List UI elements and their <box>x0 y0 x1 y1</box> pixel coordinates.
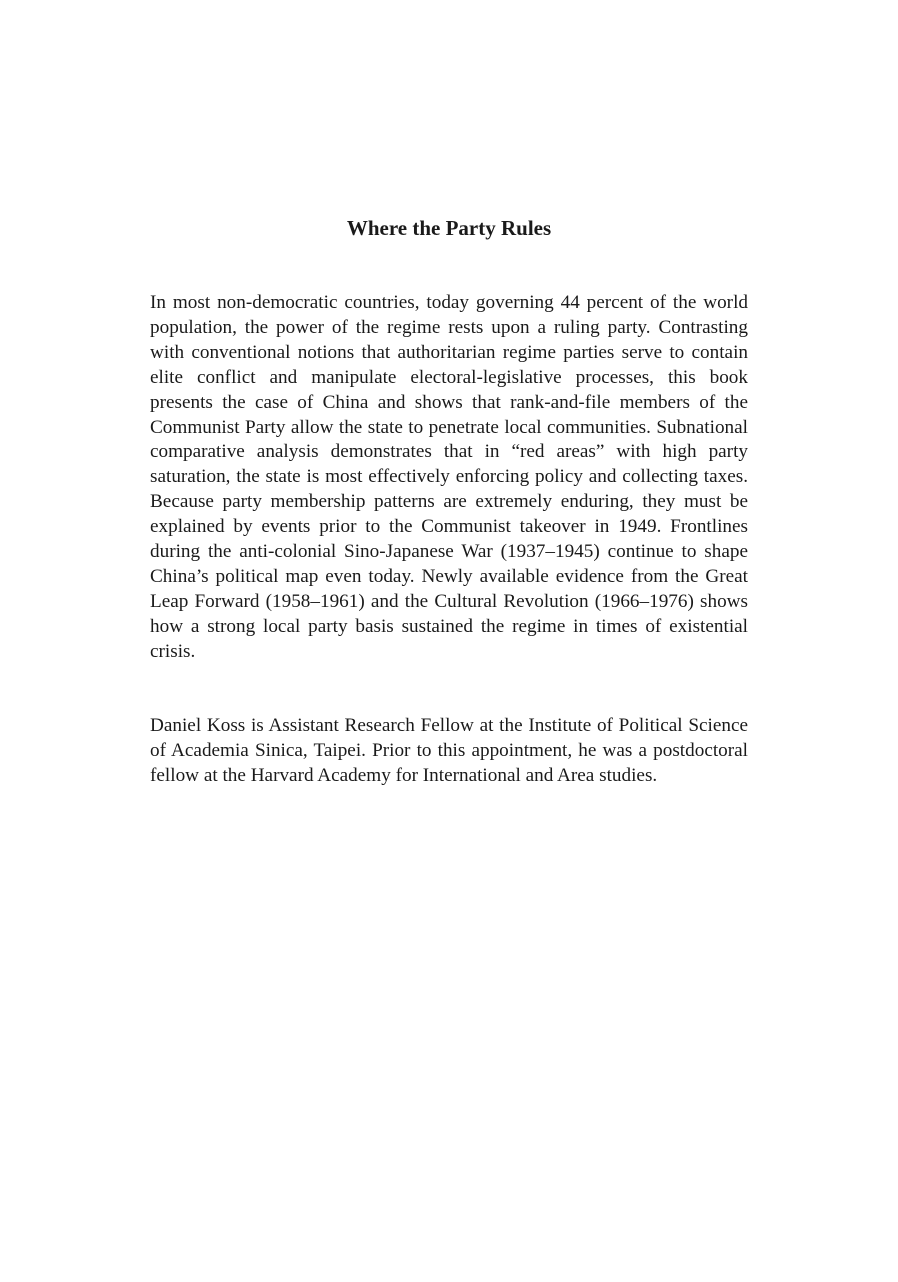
book-abstract: In most non-democratic countries, today governing 44 percent of the world population, the power of the regime rests upon a ruling party. Contrasting with conventional notions that authoritarian regime parties serve to contain elite conflict and manipulate electoral-legislative processes, this book presents the case of China and shows that rank-and-file members of the Communist Party allow the state to penetrate local communities. Subnational comparative analysis demonstrates that in “red areas” with high party saturation, the state is most effectively enforcing policy and collecting taxes. Because party membership patterns are extremely enduring, they must be explained by events prior to the Communist takeover in 1949. Frontlines during the anti-colonial Sino-Japanese War (1937–1945) continue to shape China’s political map even today. Newly available evidence from the Great Leap Forward (1958–1961) and the Cultural Revolution (1966–1976) shows how a strong local party basis sustained the regime in times of existential crisis. <box>150 292 748 662</box>
author-bio: Daniel Koss is Assistant Research Fellow at the Institute of Political Science of Academia Sinica, Taipei. Prior to this appointment, he was a postdoctoral fellow at the Harvard Academy for International and Area studies. <box>150 715 748 786</box>
page-title: Where the Party Rules <box>346 216 552 240</box>
